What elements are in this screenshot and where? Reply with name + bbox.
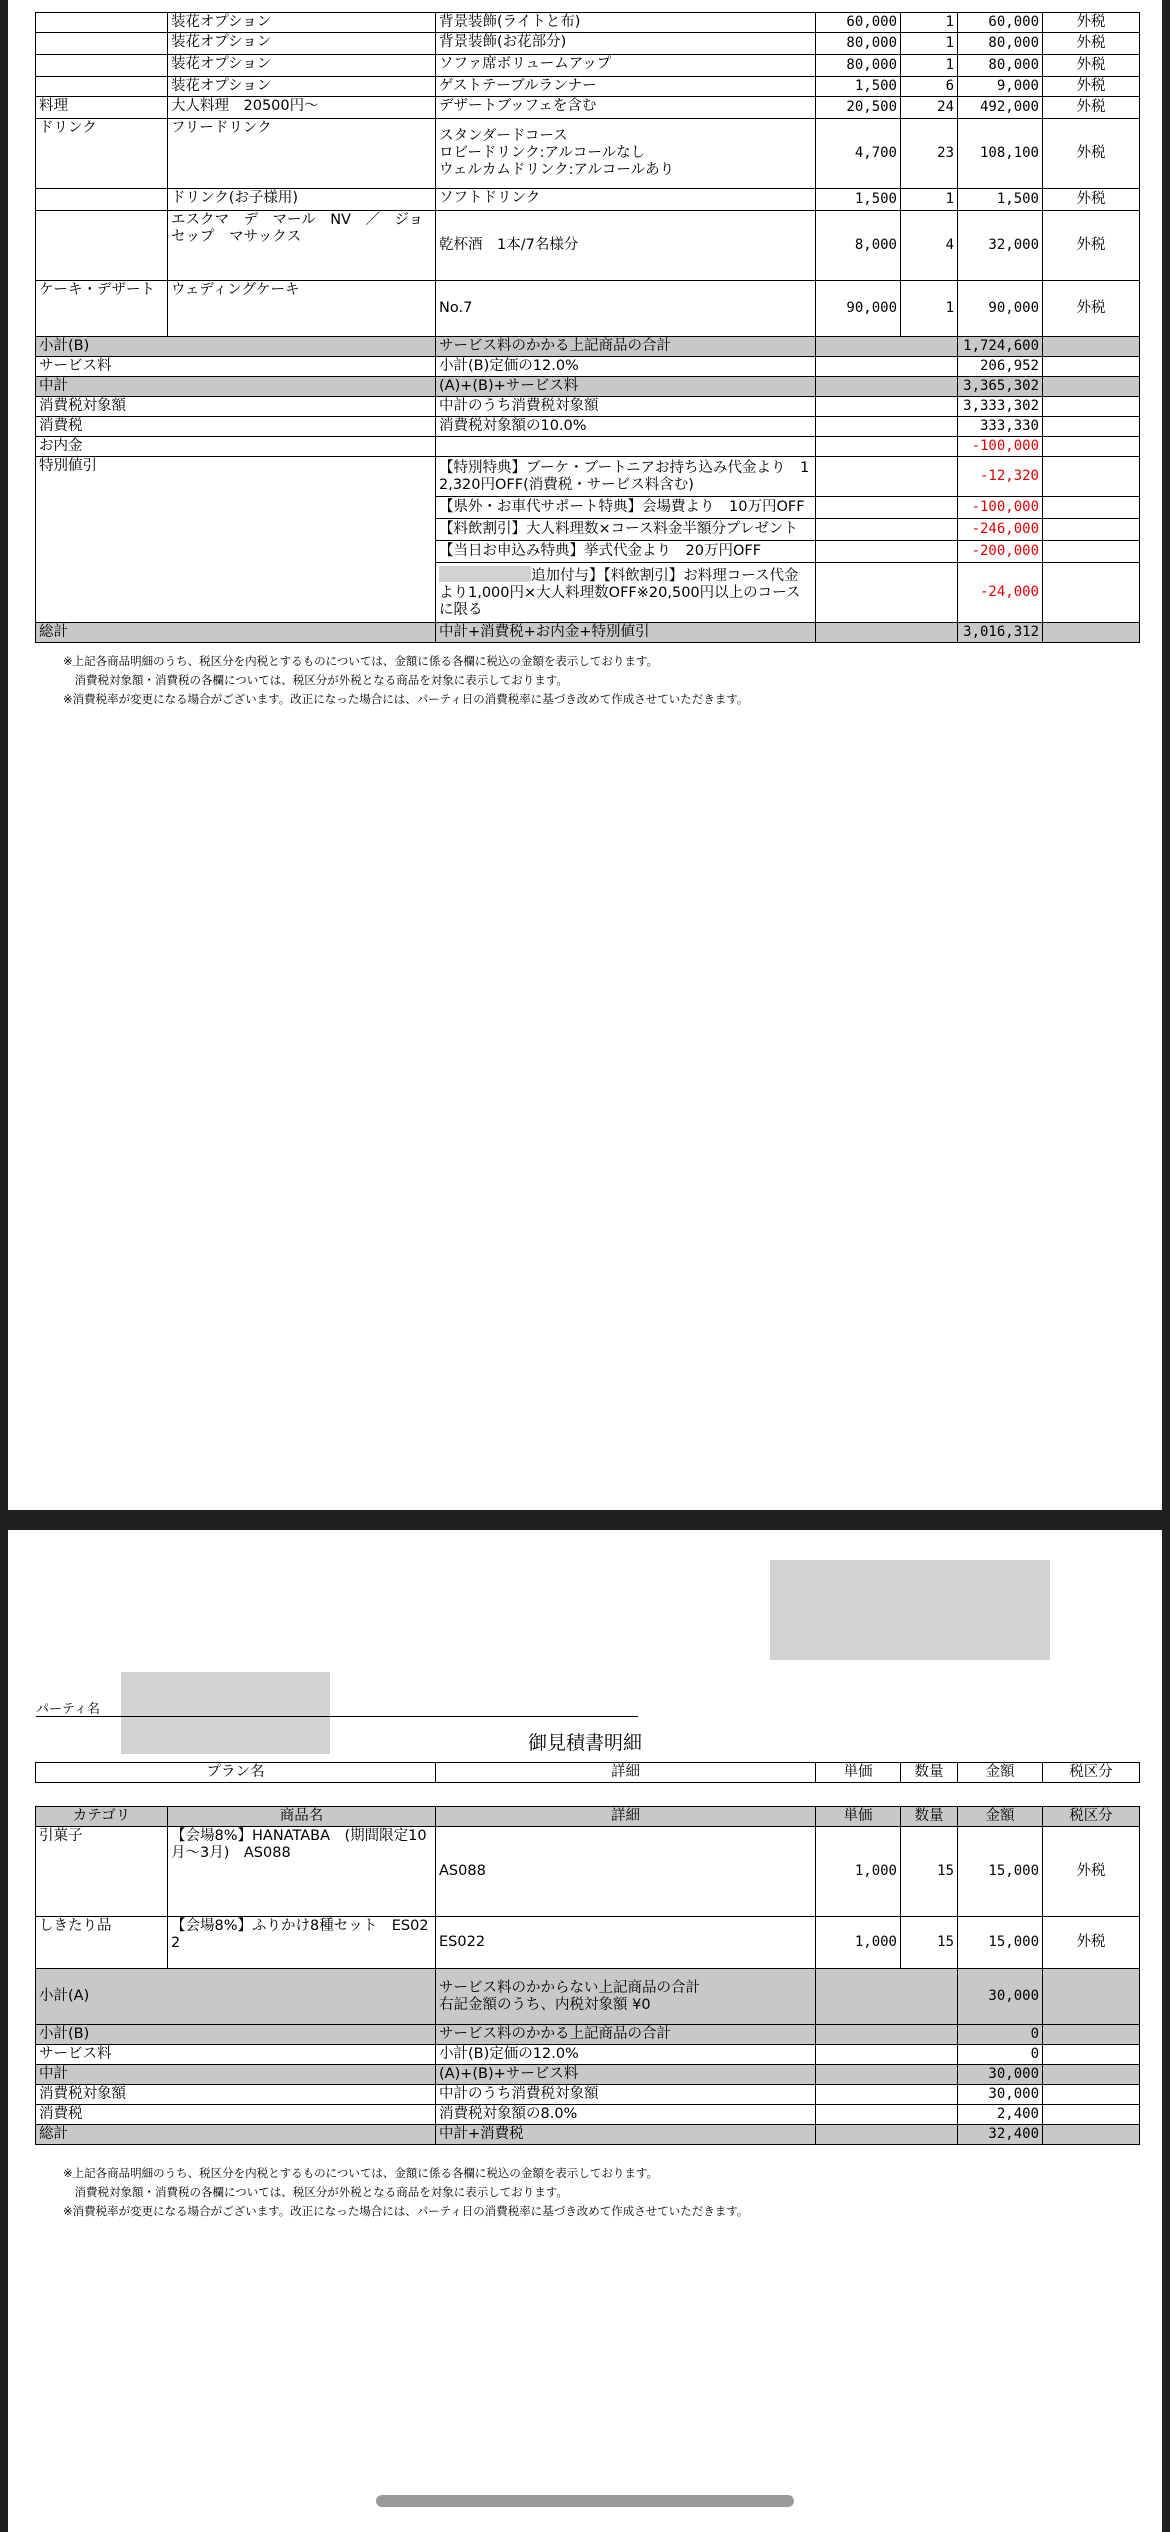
summary-row bbox=[36, 377, 1140, 397]
party-name-underline bbox=[36, 1716, 638, 1717]
quantity-cell: 4 bbox=[901, 211, 958, 281]
summary-detail: サービス料のかかる上記商品の合計 bbox=[436, 337, 816, 357]
summary-detail: 小計(B)定価の12.0% bbox=[436, 357, 816, 377]
empty-cell bbox=[816, 437, 958, 457]
summary-amount: 30,000 bbox=[958, 1969, 1043, 2025]
summary-detail: 中計のうち消費税対象額 bbox=[436, 2085, 816, 2105]
empty-cell bbox=[816, 377, 958, 397]
category-cell bbox=[36, 189, 168, 211]
discount-detail bbox=[436, 497, 816, 519]
summary-row bbox=[36, 2085, 1140, 2105]
estimate-page-1 bbox=[8, 0, 1162, 1510]
document-title: 御見積書明細 bbox=[527, 1732, 642, 1754]
summary-row bbox=[36, 2025, 1140, 2045]
item-name-cell: ドリンク(お子様用) bbox=[168, 189, 436, 211]
item-name-cell: 装花オプション bbox=[168, 33, 436, 55]
empty-cell bbox=[816, 2065, 958, 2085]
amount-cell: 15,000 bbox=[958, 1917, 1043, 1969]
table-row bbox=[36, 281, 1140, 337]
table-row bbox=[36, 97, 1140, 119]
empty-cell bbox=[1043, 377, 1140, 397]
table-row bbox=[36, 189, 1140, 211]
amount-cell: 80,000 bbox=[958, 55, 1043, 77]
quantity-cell: 6 bbox=[901, 77, 958, 97]
item-name-cell: 【会場8%】ふりかけ8種セット ES022 bbox=[168, 1917, 436, 1969]
table-row bbox=[36, 33, 1140, 55]
item-name-cell: エスクマ デ マール NV ／ ジョセップ マサックス bbox=[168, 211, 436, 281]
empty-cell bbox=[1043, 457, 1140, 497]
quantity-cell: 1 bbox=[901, 33, 958, 55]
item-name-cell: フリードリンク bbox=[168, 119, 436, 189]
tax-type-cell: 外税 bbox=[1043, 1917, 1140, 1969]
discount-detail bbox=[436, 563, 816, 623]
summary-amount: 333,330 bbox=[958, 417, 1043, 437]
table-row bbox=[36, 211, 1140, 281]
discount-amount: -246,000 bbox=[958, 519, 1043, 541]
empty-cell bbox=[1043, 337, 1140, 357]
items-table bbox=[35, 1806, 1140, 2145]
summary-label: サービス料 bbox=[36, 357, 436, 377]
summary-label: 中計 bbox=[36, 2065, 436, 2085]
summary-label: 総計 bbox=[36, 2125, 436, 2145]
quantity-cell: 23 bbox=[901, 119, 958, 189]
empty-cell bbox=[1043, 357, 1140, 377]
empty-cell bbox=[1043, 541, 1140, 563]
category-cell: 料理 bbox=[36, 97, 168, 119]
table-row bbox=[36, 13, 1140, 33]
special-discount-label: 特別値引 bbox=[36, 457, 436, 623]
summary-detail: (A)+(B)+サービス料 bbox=[436, 2065, 816, 2085]
summary-detail: 消費税対象額の10.0% bbox=[436, 417, 816, 437]
empty-cell bbox=[816, 623, 958, 643]
summary-detail: 小計(B)定価の12.0% bbox=[436, 2045, 816, 2065]
note-line: 消費税対象額・消費税の各欄については、税区分が外税となる商品を対象に表示しております。 bbox=[63, 673, 568, 687]
amount-cell: 492,000 bbox=[958, 97, 1043, 119]
discount-detail bbox=[436, 457, 816, 497]
empty-cell bbox=[816, 457, 958, 497]
category-cell: 引菓子 bbox=[36, 1827, 168, 1917]
discount-text: 【料飲割引】大人料理数×コース料金半額分プレゼント bbox=[439, 521, 798, 537]
empty-cell bbox=[816, 2085, 958, 2105]
empty-cell bbox=[816, 357, 958, 377]
summary-detail: 中計+消費税 bbox=[436, 2125, 816, 2145]
amount-cell: 32,000 bbox=[958, 211, 1043, 281]
detail-cell: デザートブッフェを含む bbox=[436, 97, 816, 119]
tax-type-cell: 外税 bbox=[1043, 1827, 1140, 1917]
summary-detail: サービス料のかかる上記商品の合計 bbox=[436, 2025, 816, 2045]
detail-header: 詳細 bbox=[436, 1763, 816, 1783]
summary-row bbox=[36, 2065, 1140, 2085]
tax-type-cell: 外税 bbox=[1043, 211, 1140, 281]
summary-row bbox=[36, 417, 1140, 437]
plan-header-table bbox=[35, 1762, 1140, 1783]
notes-block bbox=[63, 652, 748, 709]
detail-cell: 乾杯酒 1本/7名様分 bbox=[436, 211, 816, 281]
table-row bbox=[36, 1917, 1140, 1969]
empty-cell bbox=[1043, 2025, 1140, 2045]
note-line: ※上記各商品明細のうち、税区分を内税とするものについては、金額に係る各欄に税込の金額を表示しております。 bbox=[63, 654, 658, 668]
item-name-cell: 【会場8%】HANATABA (期間限定10月〜3月) AS088 bbox=[168, 1827, 436, 1917]
subtotal-a-row bbox=[36, 1969, 1140, 2025]
quantity-cell: 1 bbox=[901, 281, 958, 337]
summary-label: 消費税対象額 bbox=[36, 2085, 436, 2105]
table-row bbox=[36, 77, 1140, 97]
unit-price-header: 単価 bbox=[816, 1807, 901, 1827]
empty-cell bbox=[1043, 2105, 1140, 2125]
summary-row bbox=[36, 357, 1140, 377]
estimate-page-2 bbox=[8, 1530, 1162, 2532]
amount-cell: 108,100 bbox=[958, 119, 1043, 189]
empty-cell bbox=[816, 563, 958, 623]
summary-amount: 206,952 bbox=[958, 357, 1043, 377]
redacted-block bbox=[770, 1560, 1050, 1660]
notes-block bbox=[63, 2164, 748, 2221]
summary-detail: 消費税対象額の8.0% bbox=[436, 2105, 816, 2125]
unit-price-header: 単価 bbox=[816, 1763, 901, 1783]
tax-type-cell: 外税 bbox=[1043, 13, 1140, 33]
summary-amount: 2,400 bbox=[958, 2105, 1043, 2125]
table-row bbox=[36, 55, 1140, 77]
empty-cell bbox=[1043, 2125, 1140, 2145]
empty-cell bbox=[1043, 623, 1140, 643]
amount-cell: 1,500 bbox=[958, 189, 1043, 211]
category-cell bbox=[36, 77, 168, 97]
item-name-cell: 装花オプション bbox=[168, 77, 436, 97]
summary-label: 小計(A) bbox=[36, 1969, 436, 2025]
table-row bbox=[36, 119, 1140, 189]
empty-cell bbox=[816, 2025, 958, 2045]
amount-header: 金額 bbox=[958, 1763, 1043, 1783]
unit-price-cell: 1,000 bbox=[816, 1917, 901, 1969]
summary-label: 消費税対象額 bbox=[36, 397, 436, 417]
discount-detail bbox=[436, 541, 816, 563]
empty-cell bbox=[816, 497, 958, 519]
summary-amount: 0 bbox=[958, 2025, 1043, 2045]
unit-price-cell: 60,000 bbox=[816, 13, 901, 33]
summary-amount: 30,000 bbox=[958, 2085, 1043, 2105]
note-line: 消費税対象額・消費税の各欄については、税区分が外税となる商品を対象に表示しております。 bbox=[63, 2185, 568, 2199]
unit-price-cell: 8,000 bbox=[816, 211, 901, 281]
amount-cell: 80,000 bbox=[958, 33, 1043, 55]
summary-amount: -100,000 bbox=[958, 437, 1043, 457]
quantity-header: 数量 bbox=[901, 1763, 958, 1783]
category-cell bbox=[36, 55, 168, 77]
summary-label: 小計(B) bbox=[36, 2025, 436, 2045]
tax-type-cell: 外税 bbox=[1043, 77, 1140, 97]
empty-cell bbox=[816, 2045, 958, 2065]
quantity-cell: 15 bbox=[901, 1827, 958, 1917]
amount-header: 金額 bbox=[958, 1807, 1043, 1827]
summary-row bbox=[36, 437, 1140, 457]
empty-cell bbox=[816, 519, 958, 541]
empty-cell bbox=[1043, 497, 1140, 519]
item-name-cell: ウェディングケーキ bbox=[168, 281, 436, 337]
tax-type-cell: 外税 bbox=[1043, 55, 1140, 77]
summary-amount: 1,724,600 bbox=[958, 337, 1043, 357]
empty-cell bbox=[816, 397, 958, 417]
quantity-cell: 1 bbox=[901, 55, 958, 77]
summary-row bbox=[36, 337, 1140, 357]
detail-cell: No.7 bbox=[436, 281, 816, 337]
empty-cell bbox=[1043, 2085, 1140, 2105]
total-label: 総計 bbox=[36, 623, 436, 643]
tax-type-cell: 外税 bbox=[1043, 281, 1140, 337]
detail-cell: AS088 bbox=[436, 1827, 816, 1917]
amount-cell: 15,000 bbox=[958, 1827, 1043, 1917]
discount-amount: -100,000 bbox=[958, 497, 1043, 519]
category-cell: ドリンク bbox=[36, 119, 168, 189]
item-name-cell: 装花オプション bbox=[168, 13, 436, 33]
empty-cell bbox=[1043, 563, 1140, 623]
discount-amount: -24,000 bbox=[958, 563, 1043, 623]
header-row bbox=[36, 1807, 1140, 1827]
empty-cell bbox=[816, 541, 958, 563]
summary-detail: (A)+(B)+サービス料 bbox=[436, 377, 816, 397]
tax-type-cell: 外税 bbox=[1043, 97, 1140, 119]
note-line: ※消費税率が変更になる場合がございます。改正になった場合には、パーティ日の消費税率に基づき改めて作成させていただきます。 bbox=[63, 2204, 749, 2218]
summary-label: お内金 bbox=[36, 437, 436, 457]
unit-price-cell: 1,000 bbox=[816, 1827, 901, 1917]
detail-cell: 背景装飾(ライトと布) bbox=[436, 13, 816, 33]
detail-cell: スタンダードコース ロビードリンク:アルコールなし ウェルカムドリンク:アルコールあり bbox=[436, 119, 816, 189]
empty-cell bbox=[1043, 519, 1140, 541]
detail-header: 詳細 bbox=[436, 1807, 816, 1827]
empty-cell bbox=[816, 417, 958, 437]
summary-amount: 32,400 bbox=[958, 2125, 1043, 2145]
home-indicator[interactable] bbox=[376, 2495, 794, 2507]
discount-amount: -200,000 bbox=[958, 541, 1043, 563]
summary-detail bbox=[436, 437, 816, 457]
detail-cell: ES022 bbox=[436, 1917, 816, 1969]
summary-amount: 30,000 bbox=[958, 2065, 1043, 2085]
empty-cell bbox=[1043, 437, 1140, 457]
empty-cell bbox=[1043, 397, 1140, 417]
detail-cell: 背景装飾(お花部分) bbox=[436, 33, 816, 55]
category-cell bbox=[36, 211, 168, 281]
discount-detail bbox=[436, 519, 816, 541]
total-amount: 3,016,312 bbox=[958, 623, 1043, 643]
summary-label: 小計(B) bbox=[36, 337, 436, 357]
summary-detail: サービス料のかからない上記商品の合計 右記金額のうち、内税対象額 ¥0 bbox=[436, 1969, 816, 2025]
summary-detail: 中計のうち消費税対象額 bbox=[436, 397, 816, 417]
empty-cell bbox=[816, 337, 958, 357]
unit-price-cell: 80,000 bbox=[816, 55, 901, 77]
empty-cell bbox=[1043, 1969, 1140, 2025]
item-name-header: 商品名 bbox=[168, 1807, 436, 1827]
summary-row bbox=[36, 2125, 1140, 2145]
discount-text: 【当日お申込み特典】挙式代金より 20万円OFF bbox=[439, 543, 762, 559]
category-cell: ケーキ・デザート bbox=[36, 281, 168, 337]
item-name-cell: 大人料理 20500円〜 bbox=[168, 97, 436, 119]
total-row bbox=[36, 623, 1140, 643]
quantity-cell: 24 bbox=[901, 97, 958, 119]
summary-label: 消費税 bbox=[36, 2105, 436, 2125]
summary-amount: 3,333,302 bbox=[958, 397, 1043, 417]
redacted-text bbox=[439, 566, 531, 582]
summary-label: 消費税 bbox=[36, 417, 436, 437]
empty-cell bbox=[1043, 2065, 1140, 2085]
empty-cell bbox=[816, 2125, 958, 2145]
empty-cell bbox=[816, 2105, 958, 2125]
summary-label: 中計 bbox=[36, 377, 436, 397]
empty-cell bbox=[1043, 417, 1140, 437]
summary-amount: 3,365,302 bbox=[958, 377, 1043, 397]
quantity-cell: 15 bbox=[901, 1917, 958, 1969]
tax-type-cell: 外税 bbox=[1043, 119, 1140, 189]
unit-price-cell: 20,500 bbox=[816, 97, 901, 119]
tax-type-cell: 外税 bbox=[1043, 189, 1140, 211]
tax-type-cell: 外税 bbox=[1043, 33, 1140, 55]
quantity-header: 数量 bbox=[901, 1807, 958, 1827]
quantity-cell: 1 bbox=[901, 13, 958, 33]
detail-cell: ソフトドリンク bbox=[436, 189, 816, 211]
item-name-cell: 装花オプション bbox=[168, 55, 436, 77]
discount-amount: -12,320 bbox=[958, 457, 1043, 497]
amount-cell: 9,000 bbox=[958, 77, 1043, 97]
empty-cell bbox=[816, 1969, 958, 2025]
note-line: ※上記各商品明細のうち、税区分を内税とするものについては、金額に係る各欄に税込の金額を表示しております。 bbox=[63, 2166, 658, 2180]
category-cell bbox=[36, 13, 168, 33]
unit-price-cell: 4,700 bbox=[816, 119, 901, 189]
empty-cell bbox=[1043, 2045, 1140, 2065]
summary-row bbox=[36, 2105, 1140, 2125]
note-line: ※消費税率が変更になる場合がございます。改正になった場合には、パーティ日の消費税率に基づき改めて作成させていただきます。 bbox=[63, 692, 749, 706]
summary-label: サービス料 bbox=[36, 2045, 436, 2065]
unit-price-cell: 80,000 bbox=[816, 33, 901, 55]
summary-row bbox=[36, 2045, 1140, 2065]
tax-type-header: 税区分 bbox=[1043, 1763, 1140, 1783]
amount-cell: 60,000 bbox=[958, 13, 1043, 33]
discount-text: 追加付与】【料飲割引】お料理コース代金より1,000円×大人料理数OFF※20,500円以上のコースに限る bbox=[439, 568, 801, 618]
unit-price-cell: 90,000 bbox=[816, 281, 901, 337]
summary-amount: 0 bbox=[958, 2045, 1043, 2065]
detail-cell: ゲストテーブルランナー bbox=[436, 77, 816, 97]
category-cell bbox=[36, 33, 168, 55]
detail-cell: ソファ席ボリュームアップ bbox=[436, 55, 816, 77]
discount-row bbox=[36, 457, 1140, 497]
category-header: カテゴリ bbox=[36, 1807, 168, 1827]
estimate-table-continued bbox=[35, 12, 1140, 643]
discount-text: 【県外・お車代サポート特典】会場費より 10万円OFF bbox=[439, 499, 805, 515]
amount-cell: 90,000 bbox=[958, 281, 1043, 337]
tax-type-header: 税区分 bbox=[1043, 1807, 1140, 1827]
table-row bbox=[36, 1827, 1140, 1917]
summary-row bbox=[36, 397, 1140, 417]
plan-name-header: プラン名 bbox=[36, 1763, 436, 1783]
discount-text: 【特別特典】ブーケ・ブートニアお持ち込み代金より 12,320円OFF(消費税・サービス料含む) bbox=[439, 459, 810, 493]
total-detail: 中計+消費税+お内金+特別値引 bbox=[436, 623, 816, 643]
party-name-label: パーティ名 bbox=[36, 1702, 100, 1717]
category-cell: しきたり品 bbox=[36, 1917, 168, 1969]
unit-price-cell: 1,500 bbox=[816, 189, 901, 211]
unit-price-cell: 1,500 bbox=[816, 77, 901, 97]
quantity-cell: 1 bbox=[901, 189, 958, 211]
